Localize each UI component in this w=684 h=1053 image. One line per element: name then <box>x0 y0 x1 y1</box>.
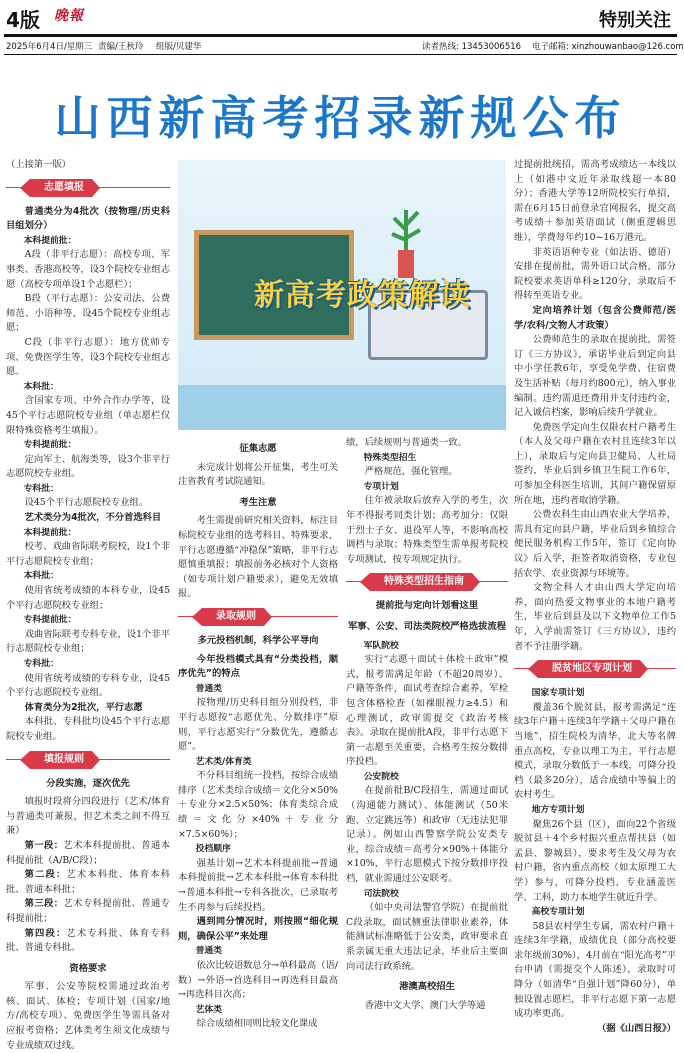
paragraph: 公费师范生的录取在提前批，需签订《三方协议》，承诺毕业后到定向县中小学任教6年，享受免学费、住宿费及生活补贴（每月约800元），纳入事业编制。违约需退还费用并支付违约金，记入诚信档案，影响后续升学就业。 <box>514 334 676 419</box>
label: 专科提前批： <box>23 440 77 451</box>
subhead: 军事、公安、司法类院校严格选拔流程 <box>347 620 507 632</box>
subhead: 资格要求 <box>69 962 107 974</box>
masthead <box>0 0 684 55</box>
tag-label: 脱贫地区专项计划 <box>538 660 640 678</box>
paragraph: 聚焦26个县（区），面向22个省级脱贫县＋4个乡村振兴重点帮扶县（如孟县、黎城县），要求考生及父母为农村户籍，省内重点高校（如太原理工大学）参与，可降分投档，专业涵盖医学、工科，助力本地学生就近升学。 <box>514 818 676 903</box>
label: 司法院校 <box>363 888 399 899</box>
tag-volunteer-filling <box>6 179 170 197</box>
paragraph: 使用省统考成绩的本科专业，设45个平行志愿院校专业组； <box>6 585 170 611</box>
paragraph: 校考、戏曲省际联考院校，设1个非平行志愿院校专业组； <box>6 541 170 567</box>
tag-label: 志愿填报 <box>30 179 92 197</box>
tag-poverty-special <box>514 660 676 678</box>
header-rule <box>4 34 677 37</box>
label: 第一段： <box>24 839 64 851</box>
label: 专科批： <box>23 659 59 669</box>
subhead: 艺术类分为4批次，不分首选科目 <box>24 512 162 524</box>
page-number: 4版 <box>6 8 40 32</box>
issue-date: 2025年6月4日/星期三 <box>6 42 93 52</box>
info-rule <box>4 54 677 55</box>
paragraph: 未完成计划将公开征集，考生可关注省教育考试院通知。 <box>178 461 338 488</box>
paragraph: 依次比较语数总分→单科最高（语/数）→外语→首选科目→再选科目最高→再选科目次高； <box>178 960 338 1001</box>
paragraph: 58县农村学生专属，需农村户籍＋连续3年学籍，成绩优良（部分高校要求年级前30%），4月前在“阳光高考”平台申请（需提交个人陈述），录取时可降分（如清华“自强计划”降60分），单独设置志愿栏，非平行志愿下第一志愿成功率更高。 <box>514 920 676 1020</box>
column-3 <box>346 436 508 1013</box>
editor-credit: 责编/王秋玲 <box>98 42 144 52</box>
paragraph: 过提前批统招，需高考成绩达一本线以上（如港中文近年录取线超一本80分）；香港大学等12所院校实行单招，需在6月15日前登录官网报名，提交高考成绩＋参加英语面试（侧重逻辑思维），学费每年约10~16万港元。 <box>514 159 676 243</box>
paragraph: 本科批、专科批均设45个平行志愿院校专业组。 <box>6 716 170 742</box>
label: 特殊类型招生 <box>363 452 417 463</box>
desk-illustration <box>178 385 506 430</box>
paragraph: 香港中文大学、澳门大学等通 <box>364 999 486 1011</box>
reader-hotline: 读者热线: 13453006516 <box>422 42 522 52</box>
paragraph: 往年被录取后放弃入学的考生，次年不得报考同类计划；高考加分：仅限于烈士子女、退役军人等，不影响高校调档与录取；特殊类型生需单报考院校专项测试，按专项规定执行。 <box>346 495 508 565</box>
paragraph: 使用省统考成绩的专科专业，设45个平行志愿院校专业组。 <box>6 672 170 699</box>
paragraph: 戏曲省际联考专科专业，设1个非平行志愿院校专业组； <box>6 628 170 655</box>
label: 本科批： <box>23 381 59 392</box>
text: 艺术专科提前批、普通专科提前批； <box>6 898 170 924</box>
plant-icon <box>388 190 424 280</box>
label: 地方专项计划 <box>531 804 585 815</box>
paragraph: 公费农科生由山西农业大学培养，需具有定向县户籍，毕业后到乡镇综合便民服务机构工作5年，签订《定向协议》后入学，拒签者取消资格，专业包括农学、农业资源与环境等。 <box>514 509 676 579</box>
subhead: 港澳高校招生 <box>399 981 455 993</box>
label: 本科提前批： <box>23 527 77 538</box>
text: 艺术本科提前批、普通本科提前批（A/B/C段）； <box>6 839 170 866</box>
paragraph: 考生需提前研究相关资料，标注目标院校专业组的选考科目、特殊要求，平行志愿遵循“冲稳保”策略，非平行志愿慎重填报；填报前务必核对个人资格（如专项计划户籍要求），避免无效填报。 <box>178 515 338 600</box>
label: 艺术类/体育类 <box>195 756 252 767</box>
hero-illustration <box>178 160 506 430</box>
subhead: 遇到同分情况时，则按照“细化规则，确保公平”来处理 <box>178 916 338 942</box>
paragraph: （如中央司法警官学院）在提前批C段录取，面试侧重法律职业素养，体能测试标准略低于公安类，政审要求直系亲属无重大违法记录，毕业后主要面向司法行政系统。 <box>346 902 508 972</box>
headline: 山西新高考招录新规公布 <box>54 91 627 145</box>
label: 高校专项计划 <box>531 907 585 918</box>
subhead: 分段实施，逐次优先 <box>46 777 130 789</box>
subhead: 普通类分为4批次（按物理/历史科目组划分） <box>6 205 170 232</box>
text: 艺术本科批、体育本科批、普通本科批； <box>6 869 170 895</box>
hero-caption: 新高考政策解读 <box>254 278 471 313</box>
label: 专科提前批： <box>23 615 77 626</box>
paragraph: B段（平行志愿）：公安司法、公费师范、小语种等，设45个院校专业组志愿； <box>6 293 170 334</box>
continued-note: （上接第一版） <box>6 159 72 170</box>
tag-label: 特殊类型招生指南 <box>370 573 472 591</box>
tag-filling-rules <box>6 751 170 769</box>
paragraph: 含国家专项、中外合作办学等，设45个平行志愿院校专业组（单志愿栏仅限特殊资格考生填报）。 <box>6 395 170 436</box>
paragraph: A段（非平行志愿）：高校专项、军事类、香港高校等，设3个院校专业组志愿（高校专项单设1个志愿栏）； <box>6 249 170 290</box>
subhead: 征集志愿 <box>239 443 277 454</box>
paragraph: 强基计划→艺术本科提前批→普通本科提前批→艺术本科批→体育本科批→普通本科批→专科各批次，已录取考生不再参与后续投档。 <box>178 857 338 913</box>
paragraph: 军事、公安等院校需通过政治考核、面试、体检；专项计划（国家/地方/高校专项）、免费医学生等需具备对应报考资格；艺体类考生须文化成绩与专业成绩双过线。 <box>6 981 170 1051</box>
tag-admission-rules <box>178 608 338 626</box>
paragraph: 综合成绩相同则比较文化课成 <box>196 1018 318 1030</box>
paragraph: 定向军士、航海类等，设3个非平行志愿院校专业组。 <box>6 453 170 480</box>
paragraph: 在提前批B/C段招生，需通过面试（沟通能力测试）、体能测试（50米跑、立定跳远等）和政审（无违法犯罪记录）。例如山西警察学院公安类专业，综合成绩＝高考分×90%＋体能分×10%，平行志愿模式下按分数排序投档，就业需通过公安联考。 <box>346 785 508 885</box>
text: 艺术专科批、体育专科批、普通专科批。 <box>6 927 170 954</box>
tag-special-guide <box>346 573 508 591</box>
column-2 <box>178 436 338 1032</box>
designer-credit: 组版/贝建华 <box>156 42 202 52</box>
tag-label: 填报规则 <box>30 751 92 769</box>
subhead: 今年投档模式具有“分类投档，顺序优先”的特点 <box>178 653 338 680</box>
paragraph: 不分科目组统一投档，按综合成绩排序（艺术类综合成绩＝文化分×50%＋专业分×2.5×50%；体育类综合成绩＝文化分×40%＋专业分×7.5×60%）； <box>178 770 338 840</box>
label: 国家专项计划 <box>531 688 585 699</box>
source-credit: （据《山西日报》） <box>596 1022 676 1034</box>
subhead: 考生注意 <box>239 496 277 508</box>
label: 第二段： <box>24 869 67 881</box>
paragraph: 实行“志愿＋面试＋体检＋政审”模式，报考需满足年龄（不超20周岁）、户籍等条件，面试考查综合素养，军检包含体格检查（如裸眼视力≥4.5）和心理测试，政审需提交《政治考核表》。录取在提前批A段，非平行志愿下第一志愿至关重要，合格考生按分数排序投档。 <box>346 654 508 768</box>
subhead: 体育类分为2批次，平行志愿 <box>24 701 143 713</box>
paragraph: C段（非平行志愿）：地方优师专项、免费医学生等，设3个院校专业组志愿。 <box>6 336 170 378</box>
paragraph: 文物全科人才由山西大学定向培养，面向热爱文物事业的本地户籍考生，毕业后到县及以下文物单位工作5年，入学前需签订《三方协议》，违约者不予注册学籍。 <box>514 582 676 652</box>
label: 专科批： <box>23 483 59 494</box>
label: 第三段： <box>24 898 64 910</box>
label: 本科提前批： <box>23 235 77 246</box>
email-address: 电子邮箱: xinzhouwanbao@126.com <box>532 42 684 52</box>
label: 普通类 <box>195 946 222 957</box>
subhead: 提前批与定向计划看这里 <box>375 600 479 612</box>
column-1 <box>6 158 170 1053</box>
column-4 <box>514 158 676 1036</box>
label: 专项计划 <box>363 481 399 492</box>
paragraph: 严格规范，强化管理。 <box>364 466 458 478</box>
label: 艺体类 <box>195 1004 222 1015</box>
label: 投档顺序 <box>195 844 231 855</box>
label: 军队院校 <box>363 640 399 651</box>
label: 本科批： <box>23 571 59 582</box>
label: 普通类 <box>195 683 222 694</box>
paragraph: 按物理/历史科目组分别投档，非平行志愿按“志愿优先、分数排序”原则，平行志愿实行“分数优先，遵循志愿”。 <box>178 697 338 753</box>
paragraph: 设45个平行志愿院校专业组。 <box>24 497 148 509</box>
subhead: 多元投档机制，科学公平导向 <box>197 634 319 646</box>
paragraph: 免费医学定向生仅限农村户籍考生（本人及父母户籍在农村且连续3年以上），录取后与定向县卫健局、人社局签约，毕业后到乡镇卫生院工作6年，可参加全科医生培训，其间户籍保留原所在地，违约者取消学籍。 <box>514 421 676 506</box>
label: 第四段： <box>24 927 67 939</box>
tag-label: 录取规则 <box>202 608 264 626</box>
paragraph: 覆盖36个脱贫县，报考需满足“连续3年户籍＋连续3年学籍＋父母户籍在当地”，招生院校为清华、北大等名牌重点高校，专业以理工为主，平行志愿模式，录取分数低于一本线，可降分投档（最多20分），适合成绩中等偏上的农村考生。 <box>514 701 676 801</box>
section-title: 特别关注 <box>599 10 671 31</box>
paragraph: 填报时段将分四段进行（艺术/体育与普通类可兼报，但艺术类之间不得互兼） <box>6 796 170 837</box>
subhead: 定向培养计划（包含公费师范/医学/农科/文物人才政策） <box>514 304 676 331</box>
paragraph: 绩，后续规则与普通类一致。 <box>346 437 467 448</box>
paragraph: 非英语语种专业（如法语、德语）安排在提前批，需外语口试合格，部分院校要求英语单科≥120分，录取后不得转至英语专业。 <box>514 246 676 302</box>
label: 公安院校 <box>363 771 399 782</box>
newspaper-logo: 晚報 <box>54 8 84 24</box>
info-bar <box>6 38 684 52</box>
